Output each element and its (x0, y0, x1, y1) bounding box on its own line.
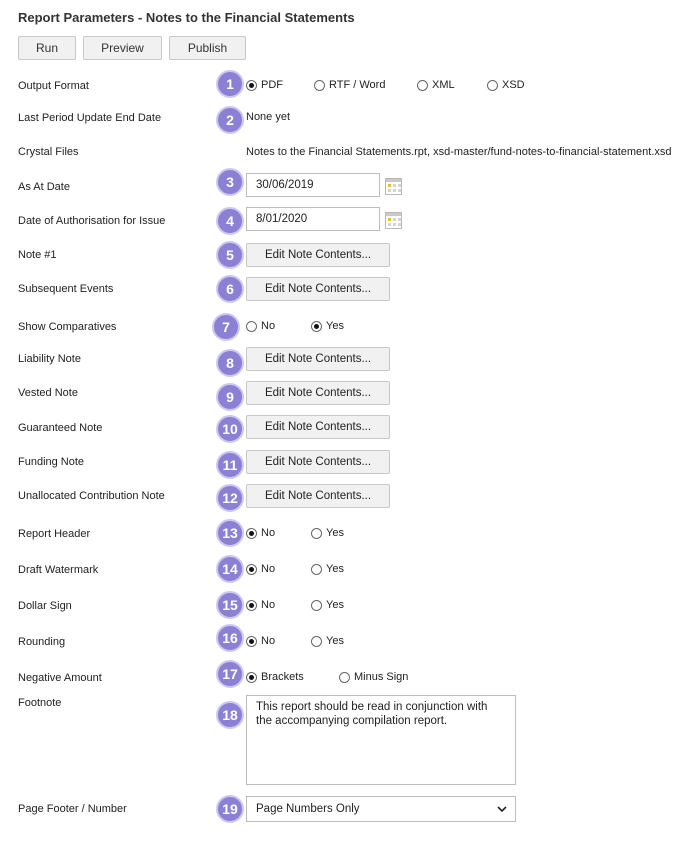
step-badge: 19 (216, 795, 244, 823)
dollar-sign-yes-radio[interactable] (311, 599, 344, 611)
show-comparatives-label: Show Comparatives (18, 321, 117, 333)
radio-label: No (261, 635, 276, 647)
edit-guaranteed-note-button[interactable]: Edit Note Contents... (246, 415, 390, 439)
step-badge: 11 (216, 451, 244, 479)
subsequent-events-label: Subsequent Events (18, 283, 114, 295)
as-at-date-input[interactable] (246, 173, 380, 197)
edit-subsequent-events-button[interactable]: Edit Note Contents... (246, 277, 390, 301)
radio-label: Yes (326, 635, 344, 647)
radio-unchecked-icon (311, 636, 322, 647)
step-badge: 6 (216, 275, 244, 303)
step-badge: 12 (216, 484, 244, 512)
edit-unallocated-note-button[interactable]: Edit Note Contents... (246, 484, 390, 508)
rounding-label: Rounding (18, 636, 66, 648)
radio-unchecked-icon (246, 321, 257, 332)
radio-unchecked-icon (311, 564, 322, 575)
negative-amount-label: Negative Amount (18, 672, 102, 684)
page-footer-label: Page Footer / Number (18, 803, 127, 815)
step-badge: 7 (212, 313, 240, 341)
show-comparatives-no-radio[interactable] (246, 320, 275, 332)
footnote-textarea[interactable] (246, 695, 516, 785)
draft-watermark-label: Draft Watermark (18, 564, 99, 576)
dollar-sign-label: Dollar Sign (18, 600, 72, 612)
radio-label: Brackets (261, 671, 304, 683)
auth-date-label: Date of Authorisation for Issue (18, 215, 166, 227)
radio-label: No (261, 320, 276, 332)
radio-label: Yes (326, 527, 344, 539)
step-badge: 17 (216, 660, 244, 688)
radio-label: Minus Sign (354, 671, 409, 683)
step-badge: 10 (216, 415, 244, 443)
radio-checked-icon (246, 636, 257, 647)
page-footer-selected-value: Page Numbers Only (256, 803, 360, 815)
radio-label: Yes (326, 320, 344, 332)
output-format-rtf-radio[interactable] (314, 79, 385, 91)
negative-amount-brackets-radio[interactable] (246, 671, 304, 683)
edit-liability-note-button[interactable]: Edit Note Contents... (246, 347, 390, 371)
page-title: Report Parameters - Notes to the Financial Statements (18, 10, 355, 25)
step-badge: 16 (216, 624, 244, 652)
output-format-label: Output Format (18, 80, 89, 92)
vested-note-label: Vested Note (18, 387, 78, 399)
report-header-no-radio[interactable] (246, 527, 275, 539)
radio-label: No (261, 563, 276, 575)
negative-amount-minus-radio[interactable] (339, 671, 408, 683)
step-badge: 9 (216, 383, 244, 411)
crystal-files-value: Notes to the Financial Statements.rpt, xsd-master/fund-notes-to-financial-statement.xsd (246, 146, 672, 158)
radio-checked-icon (246, 564, 257, 575)
calendar-icon[interactable] (385, 212, 402, 229)
step-badge: 13 (216, 519, 244, 547)
dollar-sign-no-radio[interactable] (246, 599, 275, 611)
guaranteed-note-label: Guaranteed Note (18, 422, 103, 434)
rounding-yes-radio[interactable] (311, 635, 344, 647)
radio-label: No (261, 599, 276, 611)
radio-label: Yes (326, 599, 344, 611)
radio-unchecked-icon (311, 600, 322, 611)
radio-label: No (261, 527, 276, 539)
auth-date-input[interactable] (246, 207, 380, 231)
edit-funding-note-button[interactable]: Edit Note Contents... (246, 450, 390, 474)
draft-watermark-no-radio[interactable] (246, 563, 275, 575)
rounding-no-radio[interactable] (246, 635, 275, 647)
edit-note1-button[interactable]: Edit Note Contents... (246, 243, 390, 267)
step-badge: 14 (216, 555, 244, 583)
last-period-label: Last Period Update End Date (18, 112, 162, 124)
radio-label: XML (432, 79, 455, 91)
radio-checked-icon (246, 80, 257, 91)
crystal-files-label: Crystal Files (18, 146, 79, 158)
radio-checked-icon (246, 600, 257, 611)
calendar-icon[interactable] (385, 178, 402, 195)
radio-label: Yes (326, 563, 344, 575)
step-badge: 4 (216, 207, 244, 235)
publish-button[interactable]: Publish (169, 36, 246, 60)
output-format-xsd-radio[interactable] (487, 79, 525, 91)
draft-watermark-yes-radio[interactable] (311, 563, 344, 575)
step-badge: 2 (216, 106, 244, 134)
radio-unchecked-icon (487, 80, 498, 91)
step-badge: 5 (216, 241, 244, 269)
chevron-down-icon (497, 804, 507, 814)
note1-label: Note #1 (18, 249, 57, 261)
report-header-yes-radio[interactable] (311, 527, 344, 539)
output-format-pdf-radio[interactable] (246, 79, 283, 91)
radio-checked-icon (246, 672, 257, 683)
last-period-value: None yet (246, 111, 291, 123)
show-comparatives-yes-radio[interactable] (311, 320, 344, 332)
run-button[interactable]: Run (18, 36, 76, 60)
radio-unchecked-icon (339, 672, 350, 683)
liability-note-label: Liability Note (18, 353, 81, 365)
unallocated-note-label: Unallocated Contribution Note (18, 490, 165, 502)
footnote-label: Footnote (18, 697, 62, 709)
step-badge: 18 (216, 701, 244, 729)
radio-label: XSD (502, 79, 525, 91)
as-at-date-label: As At Date (18, 181, 70, 193)
radio-label: PDF (261, 79, 283, 91)
radio-unchecked-icon (311, 528, 322, 539)
radio-checked-icon (246, 528, 257, 539)
radio-unchecked-icon (314, 80, 325, 91)
radio-checked-icon (311, 321, 322, 332)
step-badge: 8 (216, 349, 244, 377)
report-header-label: Report Header (18, 528, 91, 540)
output-format-xml-radio[interactable] (417, 79, 455, 91)
edit-vested-note-button[interactable]: Edit Note Contents... (246, 381, 390, 405)
page-footer-select[interactable] (246, 796, 516, 822)
preview-button[interactable]: Preview (83, 36, 162, 60)
step-badge: 15 (216, 591, 244, 619)
funding-note-label: Funding Note (18, 456, 85, 468)
radio-unchecked-icon (417, 80, 428, 91)
step-badge: 3 (216, 168, 244, 196)
radio-label: RTF / Word (329, 79, 386, 91)
step-badge: 1 (216, 70, 244, 98)
